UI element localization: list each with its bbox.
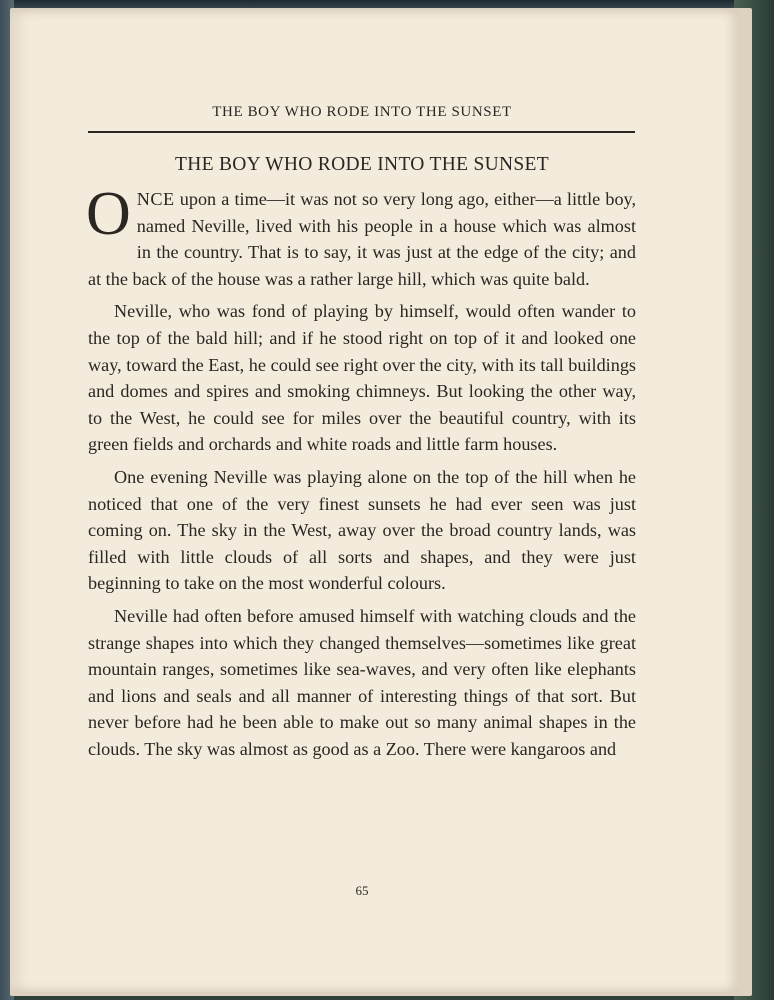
- paragraph-2: Neville, who was fond of playing by himself, would often wander to the top of the bald hill; and if he stood right on top of it and looked one way, toward the East, he could see right over the city, with its tall buildings and domes and spires and smoking chimneys. But looking the other way, to the West, he could see for miles over the beautiful country, with its green fields and orchards and white roads and little farm houses.: [88, 301, 636, 455]
- page-number: 65: [355, 883, 369, 898]
- lead-caps: NCE: [136, 189, 175, 209]
- chapter-title: THE BOY WHO RODE INTO THE SUNSET: [175, 154, 549, 175]
- paragraph-1-text: upon a time—it was not so very long ago, either—a little boy, named Neville, lived with his people in a house which was almost in the country. That is to say, it was just at the edge of the city; and at the back of the house was a rather large hill, which was quite bald.: [88, 189, 636, 289]
- paragraph-4: Neville had often before amused himself with watching clouds and the strange shapes into which they changed themselves—sometimes like great mountain ranges, sometimes like sea-waves, and very often like elephants and lions and seals and all manner of interesting things of that sort. But never before had he been able to make out so many animal shapes in the clouds. The sky was almost as good as a Zoo. There were kangaroos and: [88, 605, 636, 759]
- paragraph-3: One evening Neville was playing alone on the top of the hill when he noticed that one of the very finest sunsets he had ever seen was just coming on. The sky in the West, away over the broad country lands, was filled with little clouds of all sorts and shapes, and they were just beginning to take on the most wonderful colours.: [88, 466, 636, 594]
- drop-cap: O: [86, 180, 131, 248]
- body-text: [86, 180, 636, 768]
- paragraph-1: [86, 180, 636, 292]
- header-rule: [88, 131, 635, 133]
- book-page: [10, 10, 738, 992]
- running-head: THE BOY WHO RODE INTO THE SUNSET: [212, 104, 512, 120]
